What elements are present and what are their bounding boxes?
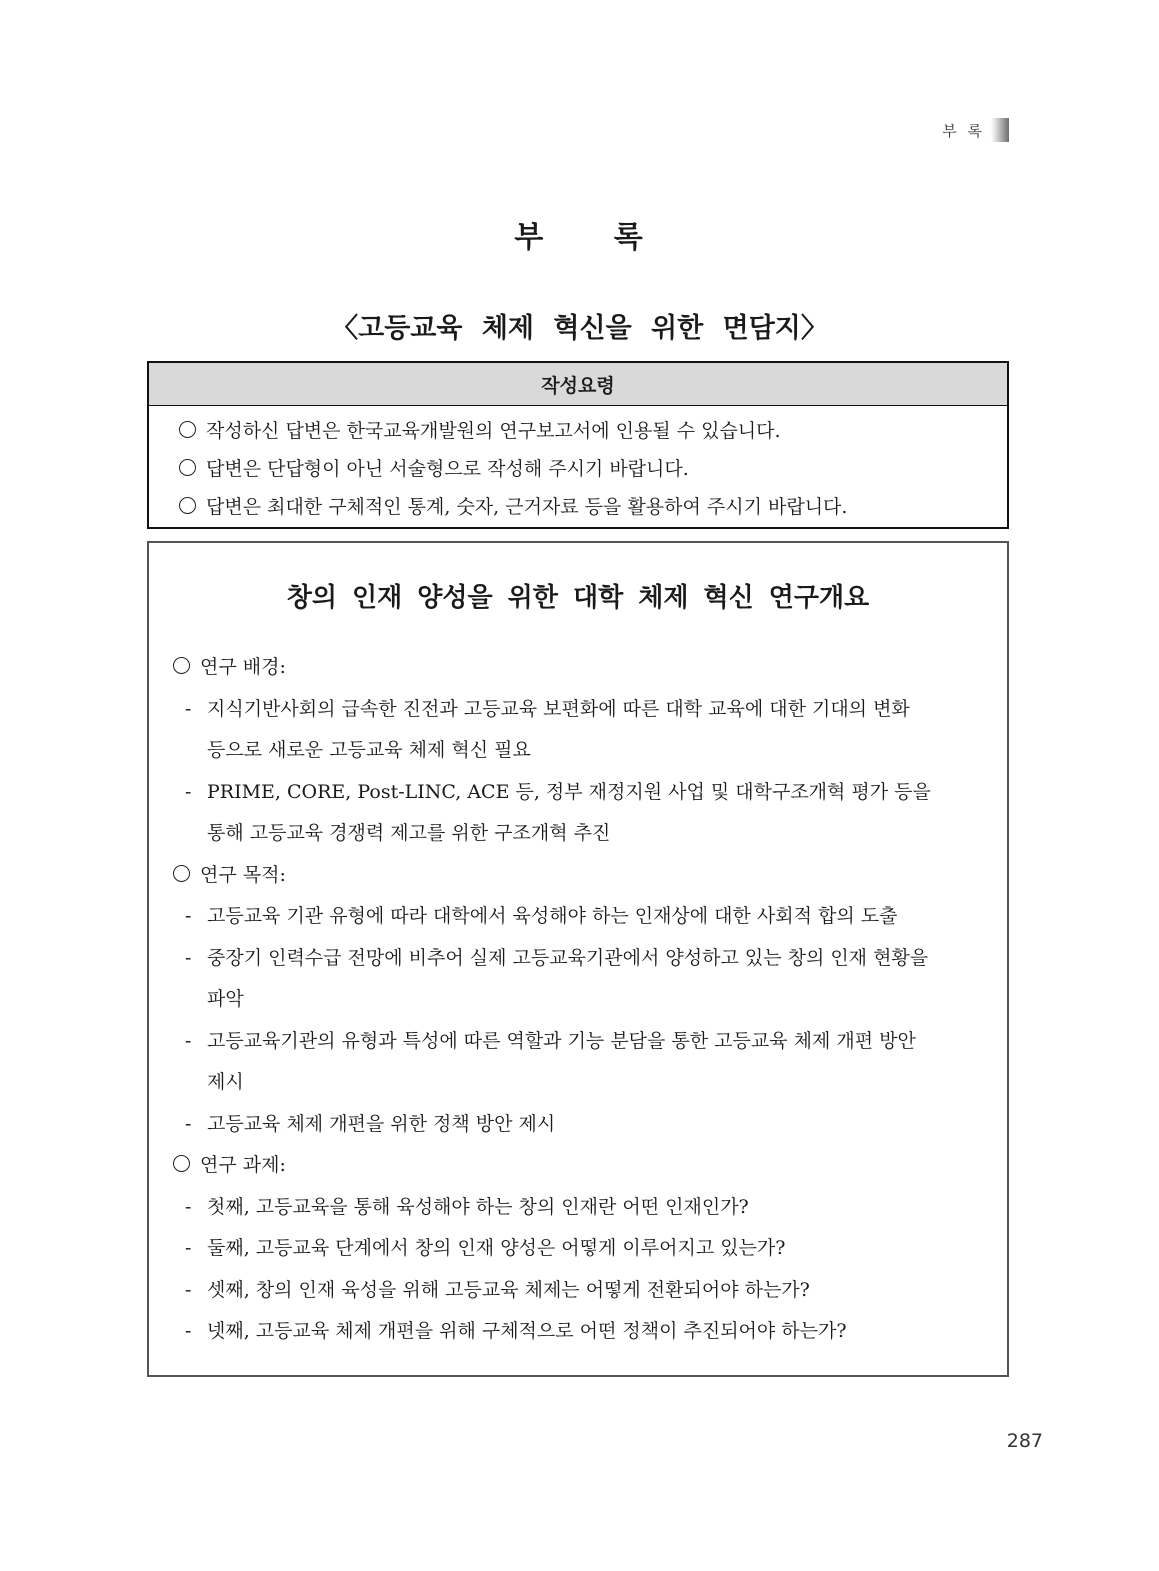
circle-bullet-icon <box>179 459 196 476</box>
section-heading: 연구 배경: <box>173 647 999 689</box>
research-summary-title: 창의 인재 양성을 위한 대학 체제 혁신 연구개요 <box>286 583 870 613</box>
guide-item-text: 답변은 최대한 구체적인 통계, 숫자, 근거자료 등을 활용하여 주시기 바랍니다. <box>206 496 848 518</box>
writing-guide-list <box>149 406 1007 526</box>
page-number: 287 <box>1006 1430 1043 1452</box>
dash-bullet: - <box>185 905 192 927</box>
list-item: - 고등교육 기관 유형에 따라 대학에서 육성해야 하는 인재상에 대한 사회적 합의 도출 <box>173 896 999 938</box>
form-title: 〈고등교육 체제 혁신을 위한 면담지〉 <box>331 313 828 344</box>
list-item: - 중장기 인력수급 전망에 비추어 실제 고등교육기관에서 양성하고 있는 창의 인재 현황을 파악 <box>173 938 999 1021</box>
list-item: - 첫째, 고등교육을 통해 육성해야 하는 창의 인재란 어떤 인재인가? <box>173 1187 999 1229</box>
dash-bullet: - <box>185 1278 192 1301</box>
dash-bullet: - <box>185 1029 192 1052</box>
appendix-title: 부 록 <box>514 220 645 255</box>
section-heading: 연구 목적: <box>173 855 999 897</box>
list-item: - 고등교육기관의 유형과 특성에 따른 역할과 기능 분담을 통한 고등교육 체제 개편 방안 제시 <box>173 1021 999 1104</box>
dash-bullet: - <box>185 946 192 969</box>
list-item: - 고등교육 체제 개편을 위한 정책 방안 제시 <box>173 1104 999 1146</box>
guide-item-text: 작성하신 답변은 한국교육개발원의 연구보고서에 인용될 수 있습니다. <box>206 420 781 442</box>
list-item: - 지식기반사회의 급속한 진전과 고등교육 보편화에 따른 대학 교육에 대한 기대의 변화 등으로 새로운 고등교육 체제 혁신 필요 <box>173 689 999 772</box>
list-item: - 셋째, 창의 인재 육성을 위해 고등교육 체제는 어떻게 전환되어야 하는가? <box>173 1270 999 1312</box>
circle-bullet-icon <box>179 421 196 438</box>
circle-bullet-icon <box>173 865 190 882</box>
section-heading: 연구 과제: <box>173 1145 999 1187</box>
circle-bullet-icon <box>179 497 196 514</box>
dash-bullet: - <box>185 697 192 720</box>
writing-guide-box <box>147 361 1009 529</box>
guide-item-text: 답변은 단답형이 아닌 서술형으로 작성해 주시기 바랍니다. <box>206 458 689 480</box>
list-item: - 둘째, 고등교육 단계에서 창의 인재 양성은 어떻게 이루어지고 있는가? <box>173 1228 999 1270</box>
dash-bullet: - <box>185 780 192 803</box>
dash-bullet: - <box>185 1195 192 1218</box>
dash-bullet: - <box>185 1320 192 1342</box>
list-item: - 넷째, 고등교육 체제 개편을 위해 구체적으로 어떤 정책이 추진되어야 하는가? <box>173 1311 999 1353</box>
writing-guide-header: 작성요령 <box>149 363 1007 406</box>
dash-bullet: - <box>185 1237 192 1259</box>
circle-bullet-icon <box>173 657 190 674</box>
header-gradient-bar <box>991 118 1009 142</box>
dash-bullet: - <box>185 1112 192 1135</box>
guide-item <box>179 412 1007 450</box>
guide-item <box>179 488 1007 526</box>
list-item: - PRIME, CORE, Post-LINC, ACE 등, 정부 재정지원 사업 및 대학구조개혁 평가 등을 통해 고등교육 경쟁력 제고를 위한 구조개혁 추진 <box>173 772 999 855</box>
research-summary-box <box>147 541 1009 1377</box>
research-summary-body <box>173 647 999 1353</box>
running-header-label: 부 록 <box>942 121 985 140</box>
guide-item <box>179 450 1007 488</box>
circle-bullet-icon <box>173 1155 190 1172</box>
running-header <box>942 118 1009 142</box>
